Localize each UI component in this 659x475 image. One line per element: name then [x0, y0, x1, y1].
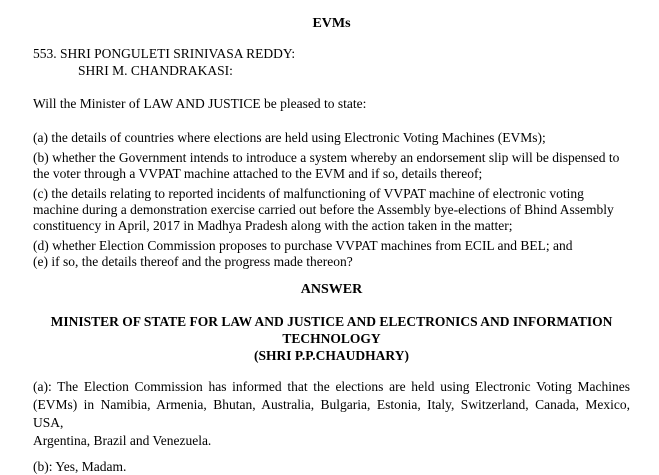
asker-name: SHRI M. CHANDRAKASI: — [78, 63, 233, 78]
question-askers — [33, 45, 630, 79]
question-part-a: (a) the details of countries where elections are held using Electronic Voting Machines (EVMs); — [33, 130, 546, 145]
asker-name: SHRI PONGULETI SRINIVASA REDDY: — [60, 46, 296, 61]
question-part-b: (b) whether the Government intends to introduce a system whereby an endorsement slip will be dispensed to the voter through a VVPAT machine attached to the EVM and if so, details thereof; — [33, 150, 620, 181]
minister-title-line: MINISTER OF STATE FOR LAW AND JUSTICE AND ELECTRONICS AND INFORMATION — [50, 314, 613, 329]
answer-heading: ANSWER — [300, 282, 363, 297]
asker-line — [33, 45, 630, 62]
answer-part-b: (b): Yes, Madam. — [33, 459, 127, 474]
question-part-d: (d) whether Election Commission proposes to purchase VVPAT machines from ECIL and BEL; and — [33, 238, 573, 253]
minister-title-line: TECHNOLOGY — [282, 331, 381, 346]
question-parts — [33, 130, 630, 270]
question-part-c: (c) the details relating to reported incidents of malfunctioning of VVPAT machine of electronic voting machine during a demonstration exercise carried out before the Assembly bye-elections of Bhind Assembly constituency in April, 2017 in Madhya Pradesh along with the action taken in the matter; — [33, 186, 614, 233]
answer-part-a-line: (a): The Election Commission has informed that the elections are held using Electronic Voting Machines — [33, 379, 630, 394]
question-intro: Will the Minister of LAW AND JUSTICE be pleased to state: — [33, 96, 367, 111]
minister-name: (SHRI P.P.CHAUDHARY) — [254, 348, 409, 363]
answer-part-a-line: (EVMs) in Namibia, Armenia, Bhutan, Australia, Bulgaria, Estonia, Italy, Switzerland, Canada, Mexico, USA, — [33, 397, 630, 430]
answer-part-a-line: Argentina, Brazil and Venezuela. — [33, 433, 212, 448]
page-title: EVMs — [312, 16, 351, 31]
minister-block — [33, 313, 630, 364]
answer-part-a — [33, 378, 630, 450]
question-part-e: (e) if so, the details thereof and the progress made thereon? — [33, 254, 353, 269]
question-number: 553. — [33, 46, 57, 61]
